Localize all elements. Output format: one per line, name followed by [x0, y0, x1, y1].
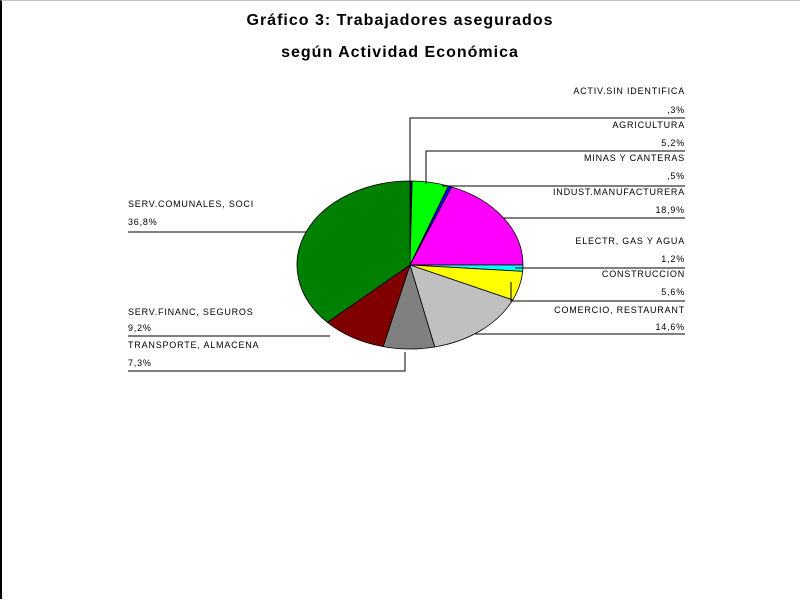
- slice-category-label: SERV.COMUNALES, SOCI: [128, 199, 255, 209]
- slice-category-label: ACTIV.SIN IDENTIFICA: [573, 86, 685, 96]
- slice-category-label: INDUST.MANUFACTURERA: [552, 187, 685, 197]
- chart-title: Gráfico 3: Trabajadores asegurados: [246, 12, 554, 29]
- slice-value-label: 36,8%: [128, 217, 158, 227]
- pie-slices: [297, 181, 523, 349]
- slice-value-label: 7,3%: [128, 358, 152, 368]
- slice-value-label: 5,6%: [661, 287, 685, 297]
- slice-category-label: SERV.FINANC, SEGUROS: [128, 307, 254, 317]
- slice-category-label: AGRICULTURA: [612, 120, 685, 130]
- slice-category-label: CONSTRUCCION: [601, 269, 685, 279]
- leader-line-construccion: [511, 282, 685, 301]
- slice-category-label: COMERCIO, RESTAURANT: [554, 305, 685, 315]
- slice-value-label: 1,2%: [661, 254, 685, 264]
- slice-value-label: ,5%: [667, 171, 685, 181]
- slice-category-label: ELECTR, GAS Y AGUA: [575, 236, 685, 246]
- chart-subtitle: según Actividad Económica: [281, 44, 519, 61]
- slice-value-label: 18,9%: [655, 205, 685, 215]
- slice-value-label: 5,2%: [661, 138, 685, 148]
- leader-line-transporte-almacena: [128, 352, 405, 371]
- slice-value-label: ,3%: [667, 105, 685, 115]
- slice-category-label: TRANSPORTE, ALMACENA: [128, 340, 260, 350]
- slice-category-label: MINAS Y CANTERAS: [584, 153, 685, 163]
- slice-value-label: 14,6%: [655, 322, 685, 332]
- slice-value-label: 9,2%: [128, 323, 152, 333]
